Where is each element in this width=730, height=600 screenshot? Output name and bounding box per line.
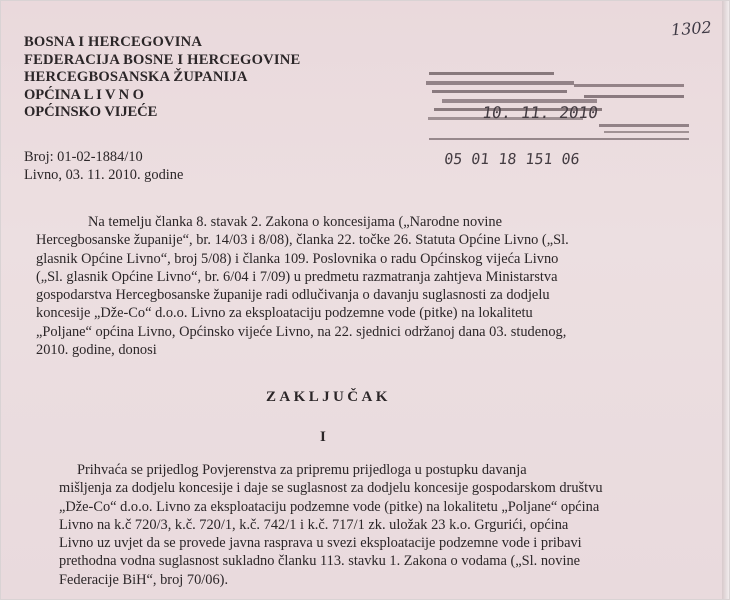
body-line: Federacije BiH“, broj 70/06).	[59, 571, 229, 588]
reference-block	[24, 149, 183, 185]
intro-line: 2010. godine, donosi	[36, 342, 157, 359]
margin-note: 1302	[670, 17, 713, 40]
body-line: Prihvaća se prijedlog Povjerenstva za pripremu prijedloga u postupku davanja	[77, 462, 527, 478]
intro-line: Hercegbosanske županije“, br. 14/03 i 8/08), članka 22. točke 26. Statuta Općine Livno („Sl.	[36, 232, 569, 249]
reference-number: Broj: 01-02-1884/10	[24, 149, 143, 165]
intro-line: Na temelju članka 8. stavak 2. Zakona o koncesijama („Narodne novine	[88, 214, 502, 230]
header-line-canton: HERCEGBOSANSKA ŽUPANIJA	[24, 69, 248, 85]
body-line: Livno uz uvjet da se provede javna rasprava u svezi eksploatacije podzemne vode i pribavi	[59, 535, 582, 552]
intro-paragraph	[36, 214, 569, 360]
header-line-federation: FEDERACIJA BOSNE I HERCEGOVINE	[24, 51, 301, 68]
intro-line: koncesije „Dže-Co“ d.o.o. Livno za eksploataciju podzemne vode (pitke) na lokalitetu	[36, 305, 533, 322]
header-line-municipality: OPĆINA L I V N O	[24, 86, 144, 103]
body-line: mišljenja za dodjelu koncesije i daje se suglasnost za dodjelu koncesije gospodarskom društvu	[59, 480, 603, 497]
body-line: „Dže-Co“ d.o.o. Livno za eksploataciju podzemne vode (pitke) na lokalitetu „Poljane“ općina	[59, 498, 600, 515]
intro-line: „Poljane“ općina Livno, Općinsko vijeće Livno, na 22. sjednici održanoj dana 03. studenog,	[36, 323, 567, 340]
intro-line: gospodarstva Hercegbosanske županije radi odlučivanja o davanju suglasnosti za dodjelu	[36, 287, 550, 304]
document-header	[24, 34, 300, 122]
registry-stamp	[414, 66, 714, 176]
body-line: prethodna vodna suglasnost sukladno članku 113. stavku 1. Zakona o vodama („Sl. novine	[59, 553, 581, 570]
body-line: Livno na k.č 720/3, k.č. 720/1, k.č. 742/1 i k.č. 717/1 zk. uložak 23 k.o. Grgurići, općina	[59, 516, 569, 533]
reference-date: Livno, 03. 11. 2010. godine	[24, 167, 184, 183]
header-line-council: OPĆINSKO VIJEĆE	[24, 104, 158, 120]
intro-line: glasnik Općine Livno“, broj 5/08) i članka 109. Poslovnika o radu Općinskog vijeća Livno	[36, 250, 559, 267]
body-paragraph	[59, 462, 603, 590]
header-line-country: BOSNA I HERCEGOVINA	[24, 34, 203, 50]
stamp-received-date: 10. 11. 2010	[481, 103, 600, 122]
document-title: ZAKLJUČAK	[266, 389, 391, 405]
stamp-registry-number: 05 01 18 151 06	[443, 150, 581, 168]
intro-line: („Sl. glasnik Općine Livno“, br. 6/04 i 7/09) u predmetu razmatranja zahtjeva Ministarstva	[36, 268, 558, 285]
section-number: I	[320, 429, 326, 445]
page-edge	[722, 1, 729, 600]
